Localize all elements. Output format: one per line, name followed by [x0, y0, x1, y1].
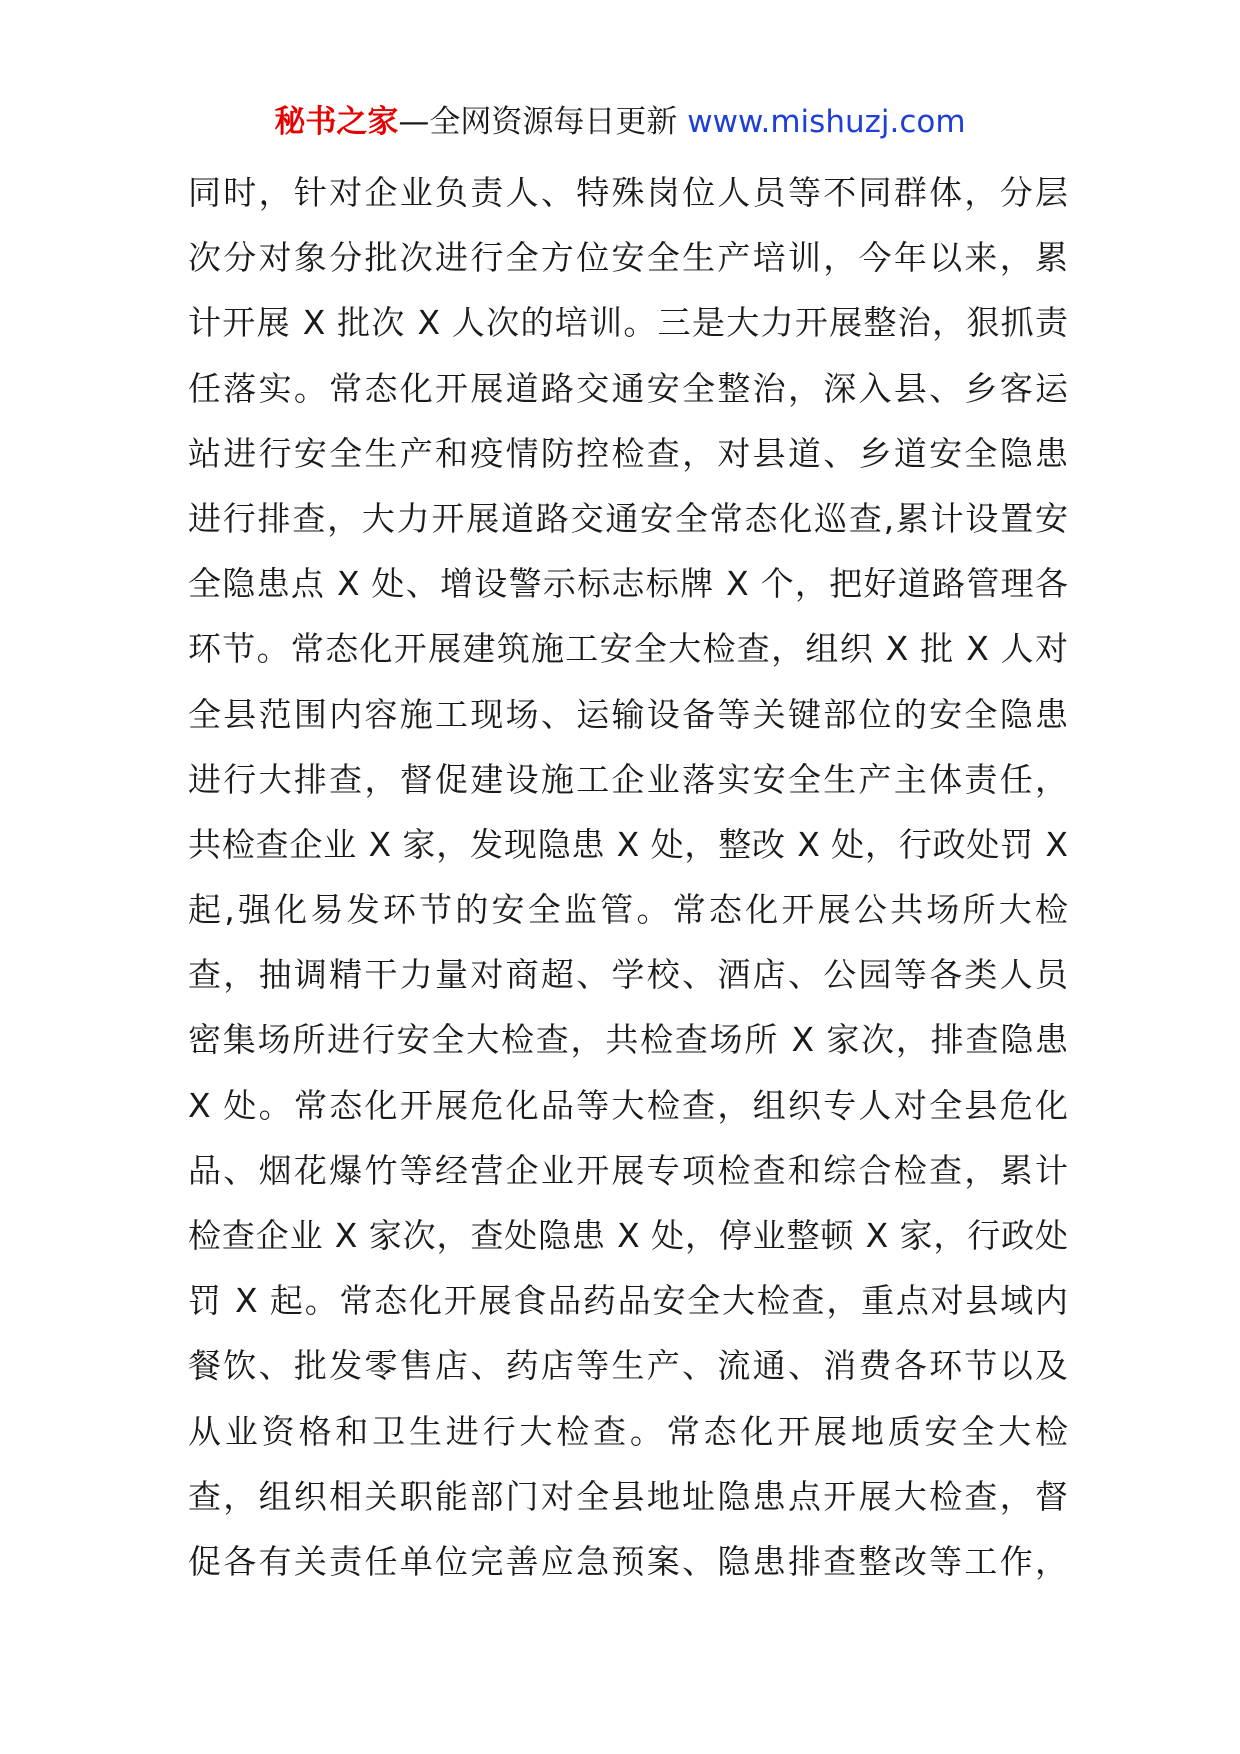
document-body — [188, 160, 1068, 1594]
text-line: 共检查企业 X 家，发现隐患 X 处，整改 X 处，行政处罚 X — [188, 824, 1068, 864]
text-line: 品、烟花爆竹等经营企业开展专项检查和综合检查，累计 — [188, 1150, 1068, 1190]
text-line: 环节。常态化开展建筑施工安全大检查，组织 X 批 X 人对 — [188, 629, 1068, 669]
text-line: 任落实。常态化开展道路交通安全整治，深入县、乡客运 — [188, 368, 1068, 408]
text-line: 进行排查，大力开展道路交通安全常态化巡查,累计设置安 — [188, 498, 1068, 538]
text-line: 促各有关责任单位完善应急预案、隐患排查整改等工作， — [188, 1541, 1068, 1581]
text-line: 计开展 X 批次 X 人次的培训。三是大力开展整治，狠抓责 — [188, 303, 1068, 343]
text-line: 同时，针对企业负责人、特殊岗位人员等不同群体，分层 — [188, 173, 1068, 212]
text-line: 检查企业 X 家次，查处隐患 X 处，停业整顿 X 家，行政处 — [188, 1216, 1068, 1255]
text-line: 罚 X 起。常态化开展食品药品安全大检查，重点对县域内 — [188, 1281, 1068, 1321]
text-line: 全隐患点 X 处、增设警示标志标牌 X 个，把好道路管理各 — [188, 564, 1068, 604]
text-line: X 处。常态化开展危化品等大检查，组织专人对全县危化 — [188, 1085, 1068, 1125]
text-line: 站进行安全生产和疫情防控检查，对县道、乡道安全隐患 — [188, 433, 1068, 473]
text-line: 进行大排查，督促建设施工企业落实安全生产主体责任， — [188, 759, 1068, 799]
site-header — [0, 100, 1240, 144]
text-line: 查，抽调精干力量对商超、学校、酒店、公园等各类人员 — [188, 955, 1068, 995]
text-line: 查，组织相关职能部门对全县地址隐患点开展大检查，督 — [188, 1476, 1068, 1516]
text-line: 密集场所进行安全大检查，共检查场所 X 家次，排查隐患 — [188, 1020, 1068, 1060]
text-line: 起,强化易发环节的安全监管。常态化开展公共场所大检 — [188, 890, 1068, 930]
site-url-link[interactable]: www.mishuzj.com — [687, 104, 966, 140]
site-tagline: —全网资源每日更新 — [398, 104, 688, 140]
text-line: 餐饮、批发零售店、药店等生产、流通、消费各环节以及 — [188, 1346, 1068, 1386]
text-line: 次分对象分批次进行全方位安全生产培训，今年以来，累 — [188, 238, 1068, 278]
text-line: 全县范围内容施工现场、运输设备等关键部位的安全隐患 — [188, 694, 1068, 734]
text-line: 从业资格和卫生进行大检查。常态化开展地质安全大检 — [188, 1411, 1068, 1451]
site-brand: 秘书之家 — [274, 104, 399, 140]
